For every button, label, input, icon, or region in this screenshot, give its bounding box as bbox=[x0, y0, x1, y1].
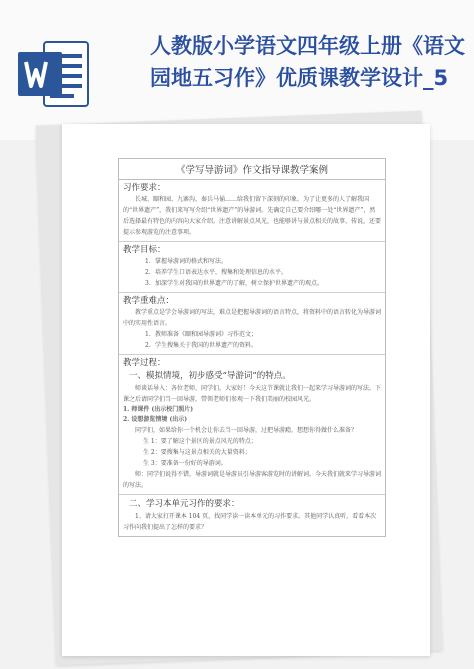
step-two-heading: 二、学习本单元习作的要求： bbox=[129, 499, 240, 509]
goal-item: 3. 加深学生对我国的世界遗产的了解，树立保护世界遗产的观点。 bbox=[145, 280, 324, 287]
prep-item: 2. 学生搜集关于我国的世界遗产的资料。 bbox=[145, 342, 258, 349]
requirements-heading: 习作要求： bbox=[123, 183, 166, 193]
answer-line: 生 3：要准备一份好的导游词。 bbox=[143, 460, 227, 467]
goals-heading: 教学目标： bbox=[123, 245, 166, 255]
step-one-heading: 一、模拟情境，初步感受“导游词”的特点。 bbox=[129, 371, 291, 381]
doc-title: 《学写导游词》作文指导课教学案例 bbox=[119, 159, 385, 180]
document-page bbox=[62, 124, 430, 656]
step-two-section bbox=[119, 495, 385, 536]
goal-item: 1. 掌握导游词的格式和写法。 bbox=[145, 258, 228, 265]
key-points-text: 教学重点是学会导游词的写法，难点是把握导游词的语言特点，将资料中的语言转化为导游词中的实用性语言。 bbox=[123, 309, 382, 327]
goals-section bbox=[119, 242, 385, 293]
blurred-line: 2. 设想游览情境 (出示) bbox=[123, 416, 188, 423]
blurred-line: 1. 师课件 (出示校门照片) bbox=[123, 406, 194, 413]
prep-item: 1. 教师准备《颐和园导游词》习作范文； bbox=[145, 331, 258, 338]
word-document-icon bbox=[14, 34, 94, 114]
lesson-table bbox=[118, 158, 386, 537]
goal-item: 2. 培养学生口语表达水平，搜集和处理信息的水平。 bbox=[145, 269, 288, 276]
task-text: 1、请大家打开课本 104 页，找同学读一读本单元的习作要求。其他同学认真听，看看本次习作向我们提出了怎样的要求？ bbox=[123, 513, 377, 531]
key-points-heading: 教学重难点： bbox=[123, 296, 175, 306]
process-heading: 教学过程： bbox=[123, 358, 166, 368]
page-title: 人教版小学语文四年级上册《语文园地五习作》优质课教学设计_5 bbox=[150, 34, 465, 90]
process-section bbox=[119, 355, 385, 495]
answer-line: 生 2：要搜集与这景点相关的大量资料； bbox=[143, 449, 251, 456]
question-text: 同学们，如果给你一个机会让你去当一回导游，过把导游瘾，想想你得做什么准备？ bbox=[135, 427, 358, 434]
intro-text: 师谈话导入：各位老师、同学们，大家好！今天这节课就让我们一起来学习导游词的写法。下课之后请同学们当一回导游，带领老师们参观一下我们美丽的校园风光。 bbox=[123, 385, 382, 403]
requirements-section bbox=[119, 180, 385, 242]
teacher-text: 师：同学们说得不错，导游词就是导游员引导游客游览时的讲解词。今天我们就来学习导游词的写法。 bbox=[123, 471, 382, 489]
requirements-text: 长城、颐和园、九寨沟、秦兵马俑……给我们留下深刻的印象。为了让更多的人了解我国的“世界遗产”，我们来写写介绍“世界遗产”的导游词。先确定自己要介绍哪一处“世界遗产”，然后选择最有特色的内容向大家介绍。注意讲解景点风光，也能够讲与景点相关的故事、传说，还要提示参观游览的注意事项。 bbox=[123, 196, 382, 236]
key-points-section bbox=[119, 293, 385, 355]
answer-line: 生 1：要了解这个景区的景点风光的特点； bbox=[143, 438, 257, 445]
